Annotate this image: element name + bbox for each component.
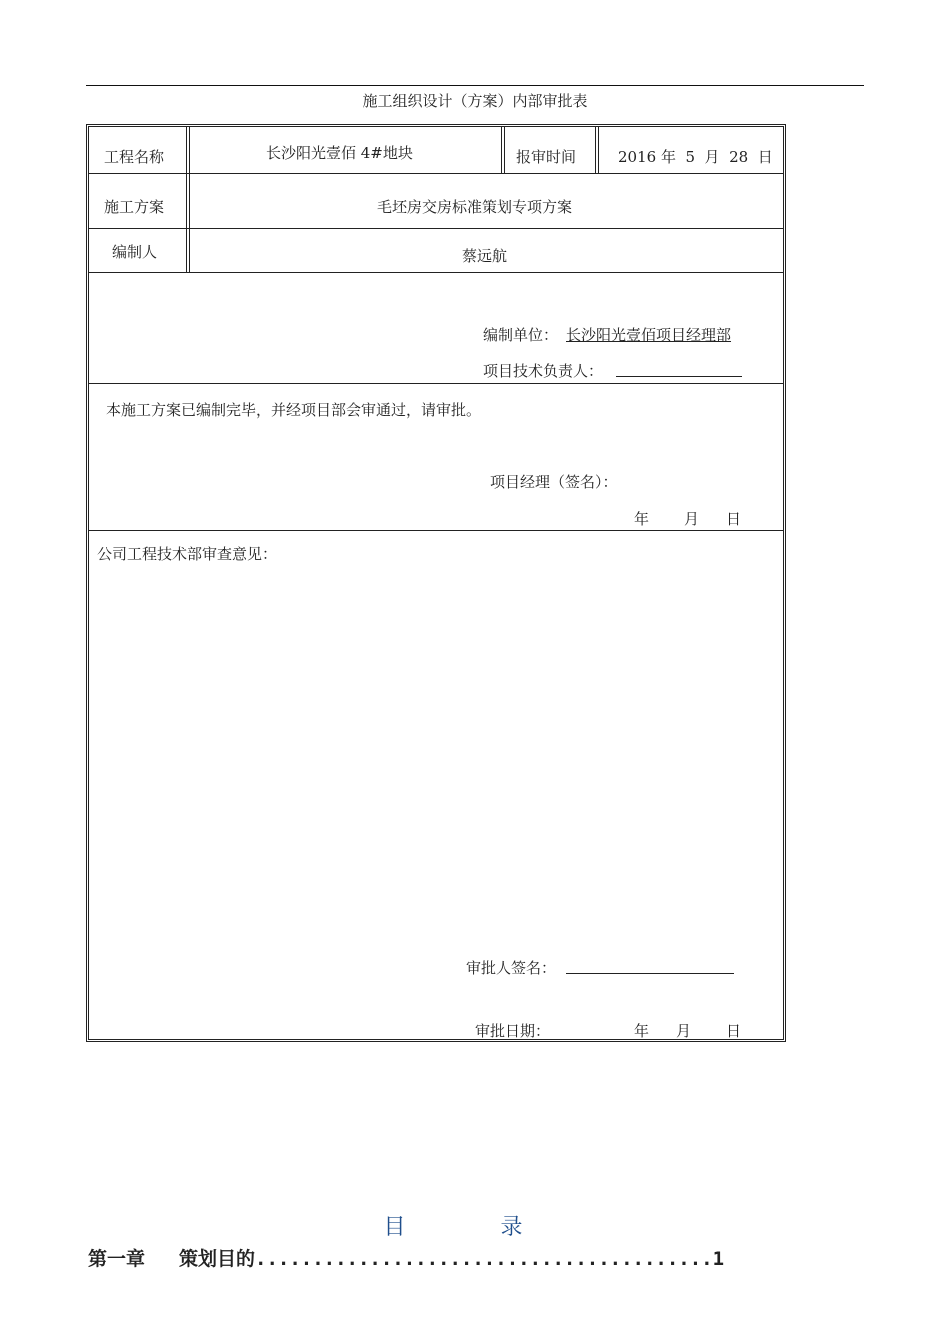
row-divider — [89, 383, 783, 384]
toc-title: 目 录 — [383, 1215, 567, 1240]
author-value: 蔡远航 — [462, 247, 508, 265]
toc-chapter: 第一章 — [88, 1248, 146, 1270]
submit-time-value: 2016 年 5 月 28 日 — [618, 148, 773, 166]
author-label: 编制人 — [112, 243, 158, 261]
project-name-label: 工程名称 — [104, 148, 165, 166]
unit-label: 编制单位： — [483, 326, 559, 344]
project-name-value: 长沙阳光壹佰 4#地块 — [266, 144, 413, 162]
col-divider — [595, 127, 599, 173]
toc-entry-name: 策划目的 — [179, 1248, 256, 1270]
pm-signature-label: 项目经理（签名）： — [490, 473, 618, 491]
construction-plan-value: 毛坯房交房标准策划专项方案 — [377, 198, 573, 216]
header-rule — [86, 85, 864, 86]
pm-date-day: 日 — [726, 510, 742, 528]
col-divider — [186, 127, 190, 272]
approval-date-day: 日 — [726, 1022, 742, 1040]
row-divider — [89, 272, 783, 273]
tech-lead-signature-line — [616, 376, 742, 377]
toc-page-number: 1 — [712, 1248, 725, 1270]
tech-lead-label: 项目技术负责人： — [483, 362, 604, 380]
approver-signature-line — [566, 973, 734, 974]
approval-date-month: 月 — [676, 1022, 692, 1040]
submit-time-label: 报审时间 — [516, 148, 577, 166]
toc-entry[interactable] — [88, 1244, 724, 1271]
approval-date-year: 年 — [634, 1022, 650, 1040]
col-divider — [501, 127, 505, 173]
pm-date-month: 月 — [684, 510, 700, 528]
approval-table — [86, 124, 786, 1042]
submission-statement: 本施工方案已编制完毕，并经项目部会审通过，请审批。 — [106, 401, 482, 419]
unit-value: 长沙阳光壹佰项目经理部 — [566, 326, 732, 344]
row-divider — [89, 228, 783, 229]
review-opinion-label: 公司工程技术部审查意见： — [97, 545, 278, 563]
approval-date-label: 审批日期： — [475, 1022, 551, 1040]
toc-leader: ........................................ — [255, 1248, 713, 1270]
form-title: 施工组织设计（方案）内部审批表 — [362, 92, 588, 110]
pm-date-year: 年 — [634, 510, 650, 528]
construction-plan-label: 施工方案 — [104, 198, 165, 216]
row-divider — [89, 530, 783, 531]
approver-signature-label: 审批人签名： — [466, 959, 557, 977]
row-divider — [89, 173, 783, 174]
